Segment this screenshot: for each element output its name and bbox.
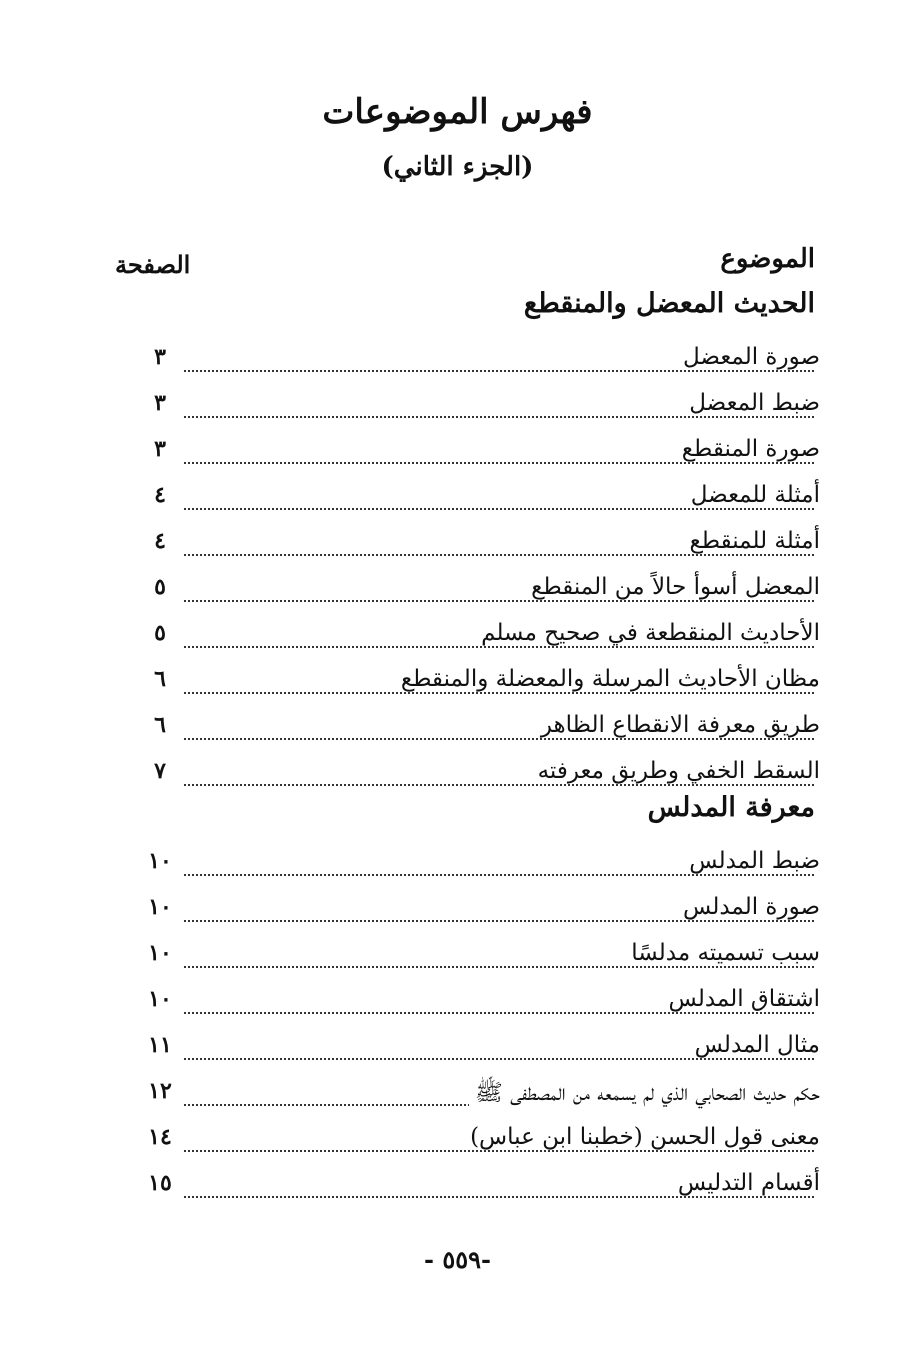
toc-entry-page: ١٠ [148, 940, 172, 966]
toc-entry-page: ٧ [154, 758, 166, 784]
toc-entry-page: ١٠ [148, 848, 172, 874]
dot-leader [184, 600, 814, 602]
toc-entry-title: مثال المدلس [689, 1032, 820, 1058]
section-heading: الحديث المعضل والمنقطع [523, 288, 815, 319]
toc-entry-title: حكم حديث الصحابي الذي لم يسمعه من المصطفى ﷺ [469, 1078, 820, 1112]
toc-entry-title: مظان الأحاديث المرسلة والمعضلة والمنقطع [395, 666, 820, 692]
toc-entry-title: معنى قول الحسن (خطبنا ابن عباس) [464, 1124, 820, 1150]
toc-entry-page: ٣ [154, 436, 166, 462]
dot-leader [184, 920, 814, 922]
toc-entry [140, 436, 820, 476]
toc-entry-page: ٦ [154, 712, 166, 738]
toc-entry [140, 1170, 820, 1210]
toc-entry-title: صورة المدلس [677, 894, 820, 920]
toc-entry [140, 482, 820, 522]
page-number: - ٥٥٩- [424, 1245, 491, 1274]
dot-leader [184, 1058, 814, 1060]
toc-entry-title: صورة المعضل [677, 344, 820, 370]
toc-entry-title: المعضل أسوأ حالاً من المنقطع [525, 574, 820, 600]
toc-entry-title: الأحاديث المنقطعة في صحيح مسلم [475, 620, 820, 646]
toc-entry-page: ١٤ [148, 1124, 172, 1150]
column-header-page: الصفحة [115, 250, 191, 279]
toc-entry [140, 528, 820, 568]
toc-entry [140, 712, 820, 752]
toc-entry-page: ٥ [154, 620, 166, 646]
toc-entry-title: صورة المنقطع [676, 436, 820, 462]
dot-leader [184, 784, 814, 786]
dot-leader [184, 416, 814, 418]
toc-entry-title: اشتقاق المدلس [663, 986, 821, 1012]
page-title: فهرس الموضوعات [322, 92, 593, 132]
toc-entry [140, 666, 820, 706]
toc-entry-page: ١٠ [148, 986, 172, 1012]
toc-entry-page: ١٠ [148, 894, 172, 920]
toc-entry-page: ٤ [154, 528, 166, 554]
toc-entry [140, 986, 820, 1026]
toc-entry-title: ضبط المعضل [683, 390, 820, 416]
toc-entry-title: طريق معرفة الانقطاع الظاهر [535, 712, 820, 738]
page-subtitle: (الجزء الثاني) [381, 152, 534, 182]
toc-entry [140, 1124, 820, 1164]
toc-entry [140, 848, 820, 888]
toc-entry-page: ٣ [154, 344, 166, 370]
toc-entry [140, 574, 820, 614]
toc-entry-page: ١١ [148, 1032, 172, 1058]
dot-leader [184, 1012, 814, 1014]
dot-leader [184, 738, 814, 740]
toc-entry-page: ٦ [154, 666, 166, 692]
toc-entry-title: السقط الخفي وطريق معرفته [532, 758, 820, 784]
toc-entry-page: ٤ [154, 482, 166, 508]
dot-leader [184, 966, 814, 968]
dot-leader [184, 554, 814, 556]
toc-entry [140, 620, 820, 660]
dot-leader [184, 692, 814, 694]
toc-entry-page: ١٢ [148, 1078, 172, 1104]
toc-entry [140, 1032, 820, 1072]
dot-leader [184, 874, 814, 876]
dot-leader [184, 1150, 814, 1152]
dot-leader [184, 646, 814, 648]
dot-leader [184, 370, 814, 372]
section-heading: معرفة المدلس [647, 792, 815, 823]
toc-entry-title: أمثلة للمنقطع [683, 528, 820, 554]
dot-leader [184, 1196, 814, 1198]
toc-entry-title: أقسام التدليس [672, 1170, 820, 1196]
toc-entry-title: أمثلة للمعضل [685, 482, 820, 508]
dot-leader [184, 462, 814, 464]
toc-entry [140, 344, 820, 384]
toc-entry-title: ضبط المدلس [683, 848, 820, 874]
toc-entry-title: سبب تسميته مدلسًا [625, 940, 820, 966]
toc-entry-page: ٥ [154, 574, 166, 600]
toc-entry-page: ٣ [154, 390, 166, 416]
column-header-topic: الموضوع [720, 244, 815, 274]
toc-entry [140, 940, 820, 980]
toc-entry [140, 894, 820, 934]
dot-leader [184, 508, 814, 510]
toc-entry [140, 1078, 820, 1118]
toc-entry [140, 390, 820, 430]
toc-entry-page: ١٥ [148, 1170, 172, 1196]
